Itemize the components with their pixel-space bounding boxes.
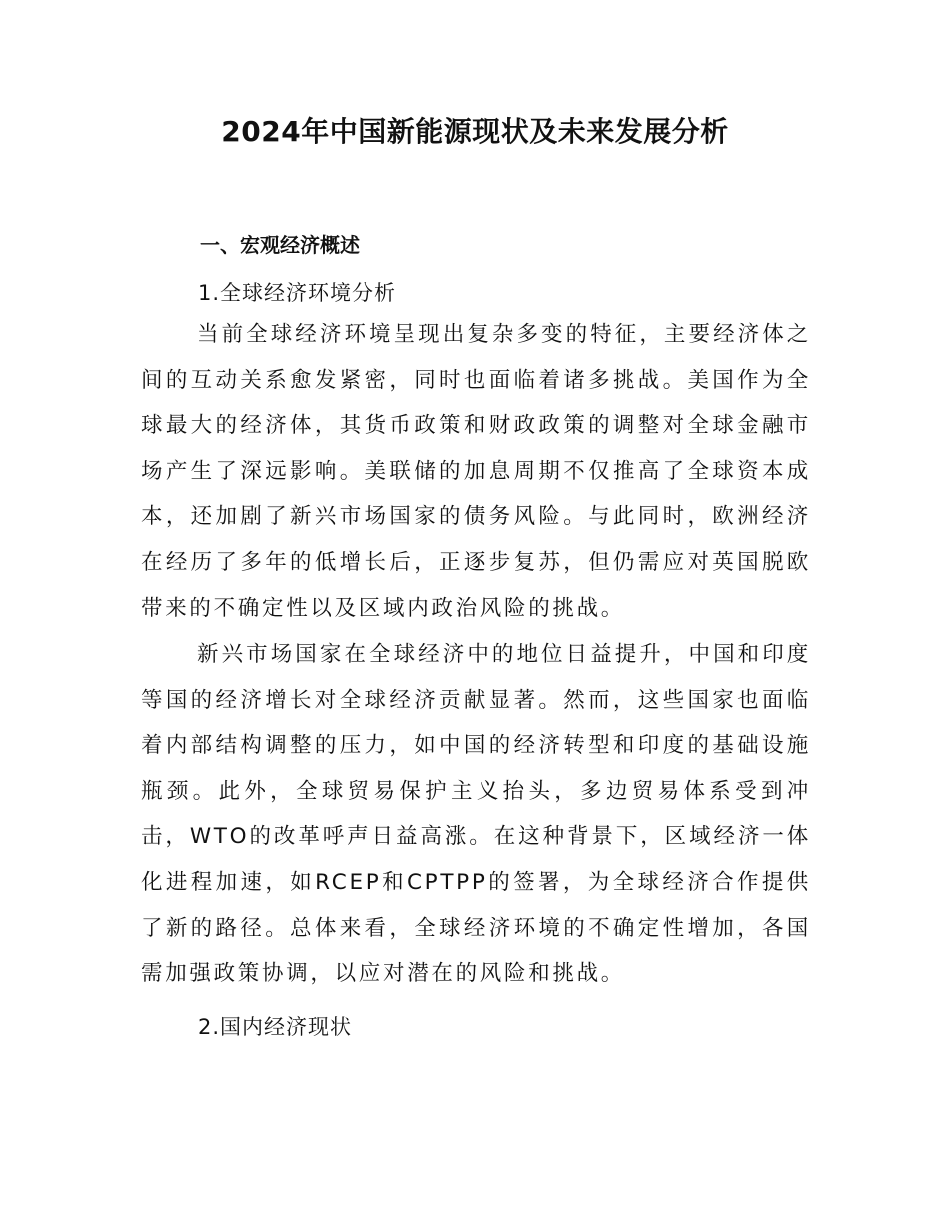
paragraph-global-economy-2: 新兴市场国家在全球经济中的地位日益提升，中国和印度等国的经济增长对全球经济贡献显著。然而，这些国家也面临着内部结构调整的压力，如中国的经济转型和印度的基础设施瓶颈。此外，全球贸易保护主义抬头，多边贸易体系受到冲击，WTO的改革呼声日益高涨。在这种背景下，区域经济一体化进程加速，如RCEP和CPTPP的签署，为全球经济合作提供了新的路径。总体来看，全球经济环境的不确定性增加，各国需加强政策协调，以应对潜在的风险和挑战。 bbox=[141, 642, 811, 987]
document-title: 2024年中国新能源现状及未来发展分析 bbox=[221, 115, 729, 148]
section-heading-macro-economy: 一、宏观经济概述 bbox=[200, 233, 360, 257]
paragraph-global-economy-1: 当前全球经济环境呈现出复杂多变的特征，主要经济体之间的互动关系愈发紧密，同时也面临着诸多挑战。美国作为全球最大的经济体，其货币政策和财政政策的调整对全球金融市场产生了深远影响。美联储的加息周期不仅推高了全球资本成本，还加剧了新兴市场国家的债务风险。与此同时，欧洲经济在经历了多年的低增长后，正逐步复苏，但仍需应对英国脱欧带来的不确定性以及区域内政治风险的挑战。 bbox=[141, 322, 811, 621]
subsection-heading-domestic-economy: 2.国内经济现状 bbox=[198, 1015, 353, 1039]
subsection-heading-global-economy: 1.全球经济环境分析 bbox=[198, 281, 397, 305]
